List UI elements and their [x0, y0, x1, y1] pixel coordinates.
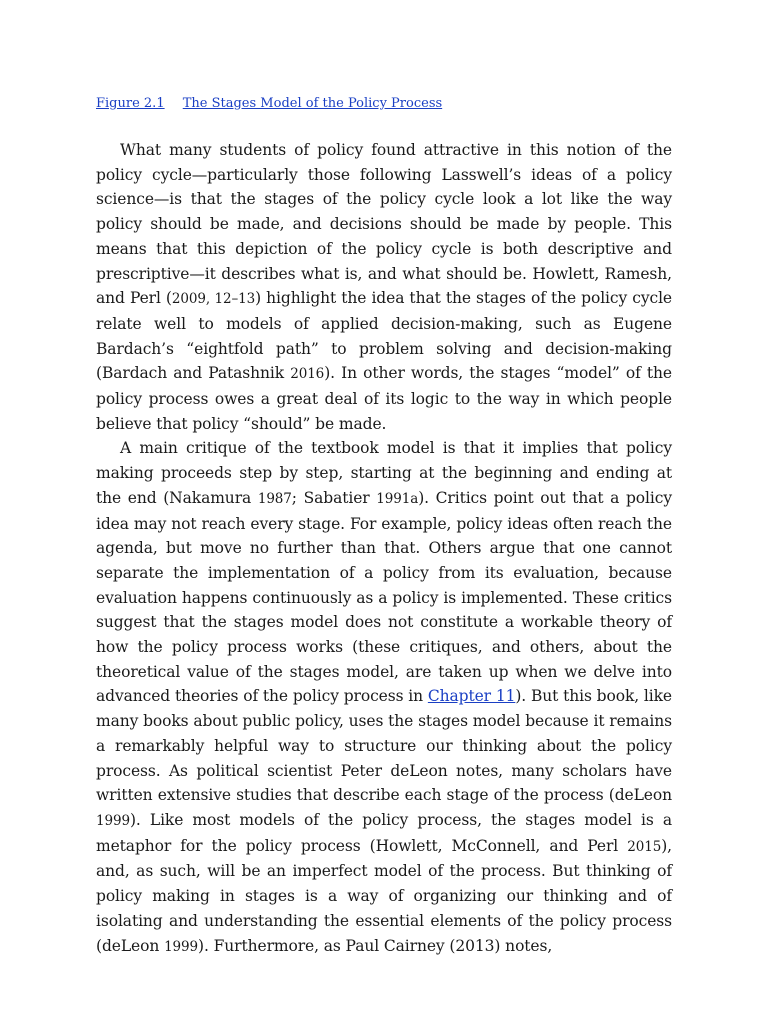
paragraph-1-text-a: What many students of policy found attractive in this notion of the policy cycle—particularly those following Lasswell’s ideas of a policy science—is that the stages of the policy cycle look a lot like the way policy should be made, and decisions should be made by people. This means that this depiction of the policy cycle is both descriptive and prescriptive—it describes what is, and what should be. Howlett, Ramesh, and Perl (	[96, 141, 672, 308]
paragraph-2-text-c: ). Critics point out that a policy idea may not reach every stage. For example, policy ideas often reach the agenda, but move no further than that. Others argue that one cannot separate the implementation of a policy from its evaluation, because evaluation happens continuously as a policy is implemented. These critics suggest that the stages model does not constitute a workable theory of how the policy process works (these critiques, and others, about the theoretical value of the stages model, are taken up when we delve into advanced theories of the policy process in	[96, 488, 672, 706]
paragraph-2-text-e: ). Like most models of the policy process, the stages model is a metaphor for the policy process (Howlett, McConnell, and Perl	[96, 810, 672, 855]
citation-year: 2016	[290, 366, 325, 383]
paragraph-1	[96, 138, 672, 436]
citation-year-cairney: 2013	[455, 936, 495, 955]
paragraph-1-text-b: ) highlight the idea that the stages of the policy cycle relate well to models of applied decision-making, such as Eugene Bardach’s “eightfold path” to problem solving and decision-making (Bardach and Patashnik	[96, 289, 672, 383]
citation-year: 1999	[96, 812, 130, 829]
document-page	[96, 92, 672, 959]
paragraph-2-text-f: ), and, as such, will be an imperfect model of the process. But thinking of policy making in stages is a way of organizing our thinking and of isolating and understanding the essential elements of the policy process (deLeon	[96, 836, 672, 955]
citation-year: 1991a	[376, 490, 419, 507]
citation-year: 2009, 12–13	[171, 291, 256, 308]
figure-title-link[interactable]: The Stages Model of the Policy Process	[182, 96, 443, 111]
paragraph-2-text-d: ). But this book, like many books about public policy, uses the stages model because it remains a remarkably helpful way to structure our thinking about the policy process. As political scientist Peter deLeon notes, many scholars have written extensive studies that describe each stage of the process (deLeon	[96, 687, 672, 805]
paragraph-2-text-a: A main critique of the textbook model is that it implies that policy making proceeds step by step, starting at the beginning and ending at the end (Nakamura	[96, 439, 672, 507]
citation-year: 1999	[164, 938, 199, 955]
paragraph-1-text-c: ). In other words, the stages “model” of the policy process owes a great deal of its logic to the way in which people believe that policy “should” be made.	[96, 364, 672, 433]
citation-year: 1987	[257, 490, 292, 507]
paragraph-2-text-b: ; Sabatier	[291, 488, 377, 507]
figure-label-link[interactable]: Figure 2.1	[96, 96, 165, 111]
chapter-11-link[interactable]: Chapter 11	[427, 687, 516, 706]
paragraph-2-text-g: ). Furthermore, as Paul Cairney (	[198, 936, 456, 955]
citation-year: 2015	[627, 838, 662, 855]
paragraph-2-text-h: ) notes,	[494, 936, 553, 955]
paragraph-2	[96, 436, 672, 959]
figure-caption	[96, 92, 672, 116]
